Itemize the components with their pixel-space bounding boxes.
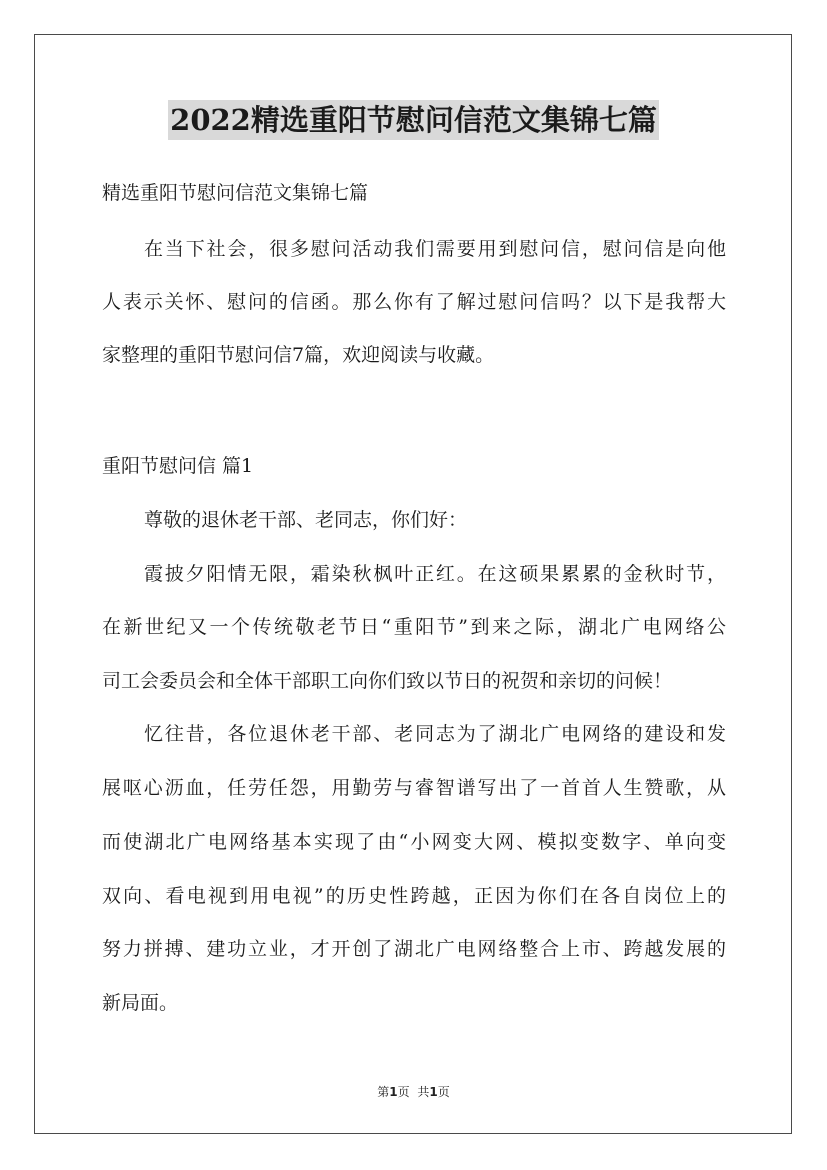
paragraph2-line-3: 而使湖北广电网络基本实现了由“小网变大网、模拟变数字、单向变 <box>102 831 726 853</box>
paragraph2-line-5: 努力拼搏、建功立业，才开创了湖北广电网络整合上市、跨越发展的 <box>102 938 726 960</box>
paragraph1-line-1: 霞披夕阳情无限，霜染秋枫叶正红。在这硕果累累的金秋时节， <box>144 563 726 585</box>
document-title: 2022精选重阳节慰问信范文集锦七篇 <box>168 100 659 140</box>
paragraph1-line-2: 在新世纪又一个传统敬老节日“重阳节”到来之际，湖北广电网络公 <box>102 616 726 638</box>
footer-page-number: 1 <box>389 1085 398 1099</box>
title-container <box>0 100 827 140</box>
paragraph2-line-6: 新局面。 <box>102 992 179 1014</box>
salutation: 尊敬的退休老干部、老同志，你们好： <box>144 509 468 531</box>
document-subtitle: 精选重阳节慰问信范文集锦七篇 <box>102 182 369 204</box>
footer-total-number: 1 <box>429 1085 438 1099</box>
intro-line-1: 在当下社会，很多慰问活动我们需要用到慰问信，慰问信是向他 <box>144 238 726 260</box>
paragraph1-line-3: 司工会委员会和全体干部职工向你们致以节日的祝贺和亲切的问候！ <box>102 670 673 692</box>
paragraph2-line-1: 忆往昔，各位退休老干部、老同志为了湖北广电网络的建设和发 <box>144 723 726 745</box>
footer-total-suffix: 页 <box>437 1085 450 1099</box>
paragraph2-line-4: 双向、看电视到用电视”的历史性跨越，正因为你们在各自岗位上的 <box>102 885 726 907</box>
intro-line-3: 家整理的重阳节慰问信7篇，欢迎阅读与收藏。 <box>102 344 495 366</box>
paragraph2-line-2: 展呕心沥血，任劳任怨，用勤劳与睿智谱写出了一首首人生赞歌，从 <box>102 777 726 799</box>
section-heading: 重阳节慰问信 篇1 <box>102 455 254 477</box>
footer-page-suffix: 页 <box>397 1085 410 1099</box>
footer-total-prefix: 共 <box>417 1085 430 1099</box>
footer-page-prefix: 第 <box>377 1085 390 1099</box>
intro-line-2: 人表示关怀、慰问的信函。那么你有了解过慰问信吗？以下是我帮大 <box>102 291 726 313</box>
page-footer <box>0 1083 827 1101</box>
